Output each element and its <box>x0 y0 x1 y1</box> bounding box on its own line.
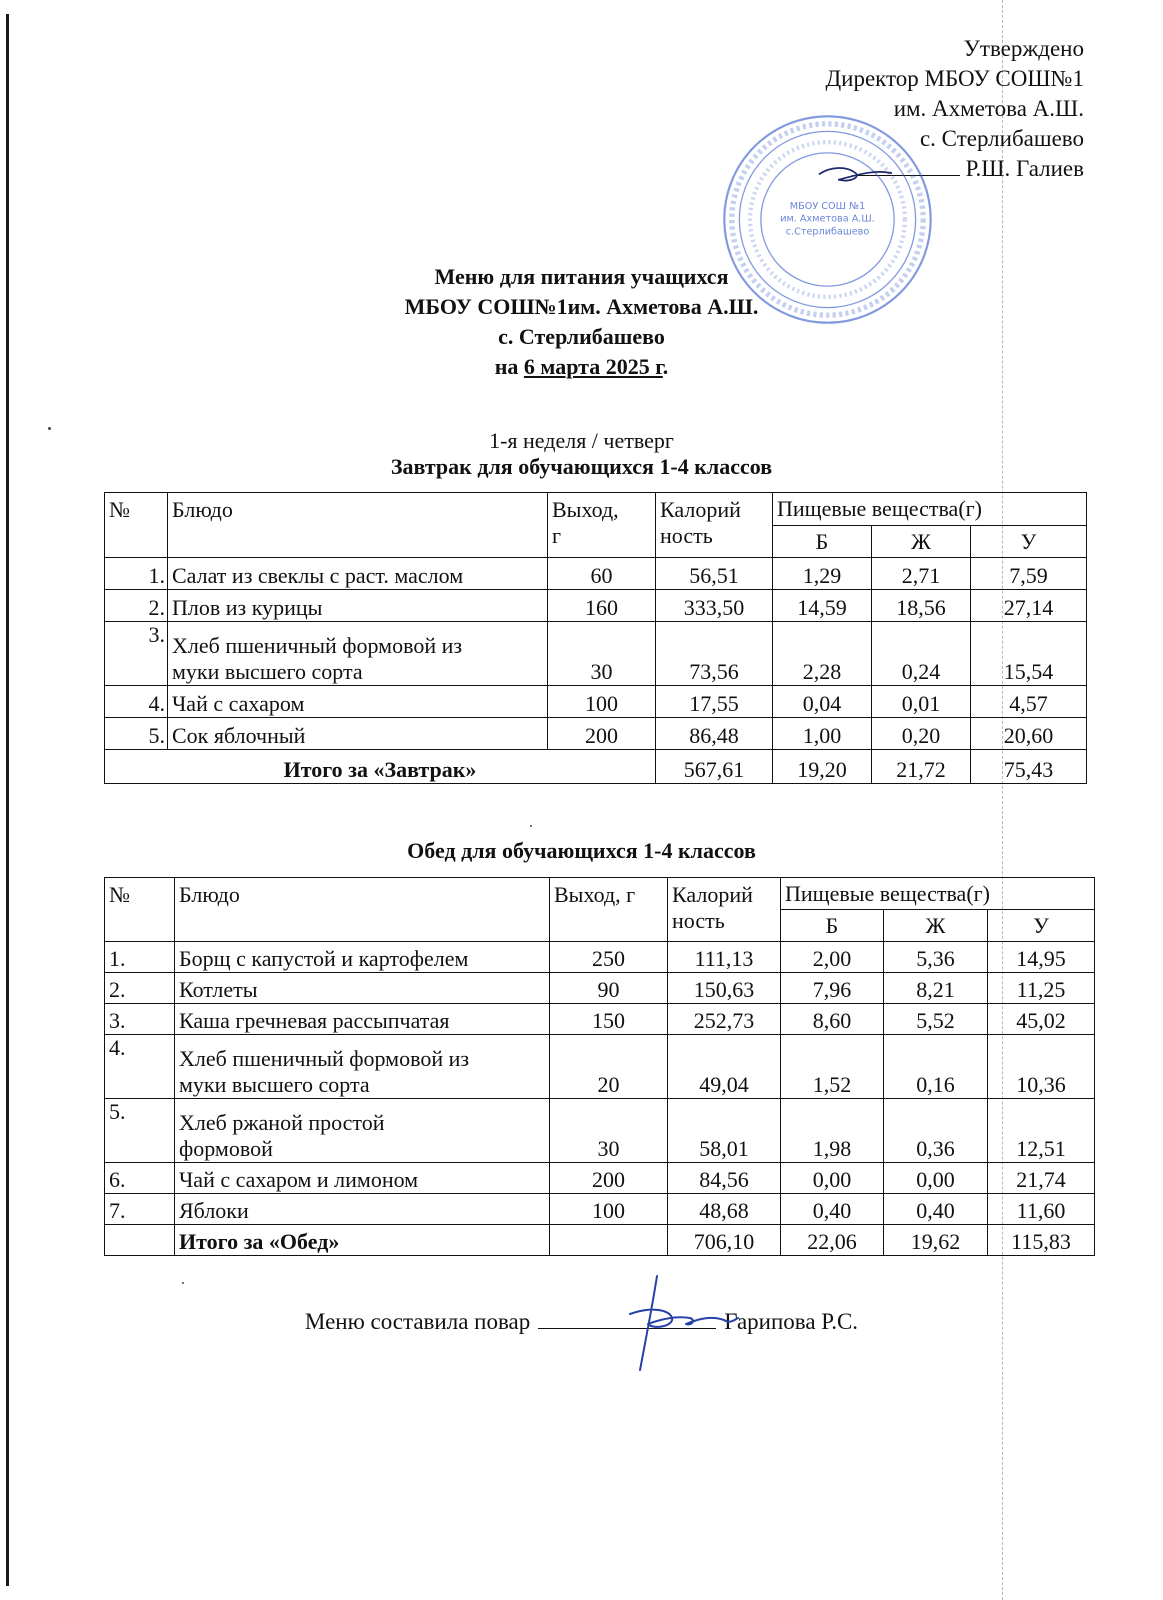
table-header-row <box>105 493 1087 526</box>
col-header-num: № <box>105 493 168 558</box>
dish-carbs: 4,57 <box>971 686 1087 718</box>
table-header-row <box>105 878 1095 910</box>
breakfast-table <box>104 492 1087 784</box>
menu-date: 6 марта 2025 г <box>523 354 663 379</box>
dish-fat: 0,00 <box>884 1163 988 1194</box>
table-row <box>105 590 1087 622</box>
dish-protein: 0,40 <box>781 1194 884 1225</box>
title-line-1: Меню для питания учащихся <box>434 264 729 289</box>
calories-header-line-2: ность <box>660 523 713 548</box>
dish-protein: 7,96 <box>781 973 884 1004</box>
total-label: Итого за «Обед» <box>175 1225 550 1256</box>
stamp-text: МБОУ СОШ №1 <box>789 200 866 212</box>
dish-carbs: 27,14 <box>971 590 1087 622</box>
table-total-row <box>105 1225 1095 1256</box>
handwritten-signature <box>612 1268 742 1378</box>
approval-village: с. Стерлибашево <box>919 126 1084 151</box>
dish-fat: 8,21 <box>884 973 988 1004</box>
approval-heading: Утверждено <box>963 36 1084 61</box>
table-row <box>105 973 1095 1004</box>
dish-yield: 100 <box>548 686 656 718</box>
approval-signer: Р.Ш. Галиев <box>965 156 1084 181</box>
title-line-2: МБОУ СОШ№1им. Ахметова А.Ш. <box>404 294 759 319</box>
col-header-yield: Выход, г <box>550 878 668 942</box>
calories-header-line-2: ность <box>672 908 725 933</box>
dish-fat: 5,52 <box>884 1004 988 1035</box>
row-number: 5. <box>105 1099 175 1163</box>
total-carbs: 115,83 <box>988 1225 1095 1256</box>
table-row <box>105 942 1095 973</box>
col-header-num: № <box>105 878 175 942</box>
dish-carbs: 12,51 <box>988 1099 1095 1163</box>
dish-fat: 2,71 <box>872 558 971 590</box>
total-carbs: 75,43 <box>971 750 1087 784</box>
dish-name-line-2: муки высшего сорта <box>179 1072 370 1097</box>
dish-carbs: 15,54 <box>971 622 1087 686</box>
dish-name-line-1: Хлеб ржаной простой <box>179 1110 385 1135</box>
dish-name-line-2: формовой <box>179 1136 273 1161</box>
fold-line <box>1002 0 1003 1600</box>
dish-protein: 0,00 <box>781 1163 884 1194</box>
dish-name <box>168 622 548 686</box>
breakfast-title: Завтрак для обучающихся 1-4 классов <box>390 454 773 479</box>
dish-calories: 56,51 <box>656 558 773 590</box>
dish-name: Каша гречневая рассыпчатая <box>175 1004 550 1035</box>
dish-carbs: 11,25 <box>988 973 1095 1004</box>
dish-fat: 0,40 <box>884 1194 988 1225</box>
row-number: 4. <box>105 1035 175 1099</box>
dish-name: Чай с сахаром <box>168 686 548 718</box>
row-number: 3. <box>105 1004 175 1035</box>
col-header-fat: Ж <box>884 910 988 942</box>
dish-calories: 86,48 <box>656 718 773 750</box>
date-prefix: на <box>494 354 519 379</box>
date-suffix: . <box>662 354 669 379</box>
dish-calories: 48,68 <box>668 1194 781 1225</box>
total-calories: 567,61 <box>656 750 773 784</box>
row-number: 6. <box>105 1163 175 1194</box>
total-protein: 22,06 <box>781 1225 884 1256</box>
dish-carbs: 45,02 <box>988 1004 1095 1035</box>
table-row <box>105 718 1087 750</box>
title-date-line <box>0 352 1163 382</box>
dish-name: Яблоки <box>175 1194 550 1225</box>
scan-edge <box>6 14 9 1586</box>
col-header-carbs: У <box>988 910 1095 942</box>
scan-speck <box>182 1282 184 1284</box>
dish-fat: 18,56 <box>872 590 971 622</box>
row-number: 1. <box>105 558 168 590</box>
total-label: Итого за «Завтрак» <box>105 750 656 784</box>
col-header-carbs: У <box>971 526 1087 558</box>
table-row <box>105 1099 1095 1163</box>
col-header-yield <box>548 493 656 558</box>
dish-name: Плов из курицы <box>168 590 548 622</box>
dish-fat: 0,20 <box>872 718 971 750</box>
dish-protein: 1,52 <box>781 1035 884 1099</box>
row-number: 4. <box>105 686 168 718</box>
row-number: 3. <box>105 622 168 686</box>
dish-calories: 58,01 <box>668 1099 781 1163</box>
row-number: 5. <box>105 718 168 750</box>
dish-yield: 160 <box>548 590 656 622</box>
menu-title <box>0 262 1163 382</box>
cook-signature-row <box>0 1308 1163 1335</box>
dish-carbs: 11,60 <box>988 1194 1095 1225</box>
title-line-3: с. Стерлибашево <box>498 324 665 349</box>
approval-school-name: им. Ахметова А.Ш. <box>893 96 1084 121</box>
stamp-text: с.Стерлибашево <box>785 226 870 238</box>
table-row <box>105 686 1087 718</box>
dish-name: Чай с сахаром и лимоном <box>175 1163 550 1194</box>
table-row <box>105 1035 1095 1099</box>
approval-position: Директор МБОУ СОШ№1 <box>825 66 1084 91</box>
col-header-calories <box>668 878 781 942</box>
dish-calories: 49,04 <box>668 1035 781 1099</box>
row-number: 7. <box>105 1194 175 1225</box>
dish-calories: 84,56 <box>668 1163 781 1194</box>
col-header-dish: Блюдо <box>175 878 550 942</box>
dish-yield: 20 <box>550 1035 668 1099</box>
dish-name: Сок яблочный <box>168 718 548 750</box>
dish-yield: 200 <box>548 718 656 750</box>
dish-yield: 30 <box>548 622 656 686</box>
dish-name: Котлеты <box>175 973 550 1004</box>
row-number: 1. <box>105 942 175 973</box>
dish-calories: 252,73 <box>668 1004 781 1035</box>
dish-yield: 250 <box>550 942 668 973</box>
calories-header-line-1: Калорий <box>672 882 753 907</box>
dish-yield: 30 <box>550 1099 668 1163</box>
dish-calories: 111,13 <box>668 942 781 973</box>
dish-fat: 0,36 <box>884 1099 988 1163</box>
yield-header-line-2: г <box>552 523 562 548</box>
dish-carbs: 10,36 <box>988 1035 1095 1099</box>
dish-fat: 0,24 <box>872 622 971 686</box>
dish-carbs: 7,59 <box>971 558 1087 590</box>
dish-yield: 60 <box>548 558 656 590</box>
dish-name: Борщ с капустой и картофелем <box>175 942 550 973</box>
dish-fat: 5,36 <box>884 942 988 973</box>
dish-yield: 150 <box>550 1004 668 1035</box>
table-total-row <box>105 750 1087 784</box>
row-number: 2. <box>105 590 168 622</box>
dish-yield: 90 <box>550 973 668 1004</box>
dish-carbs: 14,95 <box>988 942 1095 973</box>
total-fat: 19,62 <box>884 1225 988 1256</box>
table-row <box>105 1004 1095 1035</box>
total-empty-cell <box>550 1225 668 1256</box>
signature-prefix: Меню составила повар <box>304 1309 531 1334</box>
dish-protein: 14,59 <box>773 590 872 622</box>
dish-carbs: 21,74 <box>988 1163 1095 1194</box>
dish-name-line-1: Хлеб пшеничный формовой из <box>179 1046 470 1071</box>
lunch-title: Обед для обучающихся 1-4 классов <box>407 838 756 863</box>
dish-protein: 0,04 <box>773 686 872 718</box>
dish-name <box>175 1099 550 1163</box>
dish-protein: 8,60 <box>781 1004 884 1035</box>
total-empty-cell <box>105 1225 175 1256</box>
dish-name-line-1: Хлеб пшеничный формовой из <box>172 633 463 658</box>
dish-carbs: 20,60 <box>971 718 1087 750</box>
col-header-fat: Ж <box>872 526 971 558</box>
total-protein: 19,20 <box>773 750 872 784</box>
dish-name: Салат из свеклы с раст. маслом <box>168 558 548 590</box>
dish-calories: 333,50 <box>656 590 773 622</box>
col-header-nutrients: Пищевые вещества(г) <box>781 878 1095 910</box>
dish-calories: 17,55 <box>656 686 773 718</box>
dish-fat: 0,01 <box>872 686 971 718</box>
cook-name: Гарипова Р.С. <box>724 1309 859 1334</box>
table-row <box>105 1194 1095 1225</box>
stamp-text: им. Ахметова А.Ш. <box>780 213 875 225</box>
dish-protein: 1,29 <box>773 558 872 590</box>
col-header-calories <box>656 493 773 558</box>
scan-speck <box>530 825 532 827</box>
col-header-dish: Блюдо <box>168 493 548 558</box>
dish-yield: 100 <box>550 1194 668 1225</box>
dish-yield: 200 <box>550 1163 668 1194</box>
dish-protein: 2,00 <box>781 942 884 973</box>
dish-calories: 150,63 <box>668 973 781 1004</box>
dish-name-line-2: муки высшего сорта <box>172 659 363 684</box>
col-header-protein: Б <box>781 910 884 942</box>
table-row <box>105 622 1087 686</box>
week-day: 1-я неделя / четверг <box>489 428 674 453</box>
total-fat: 21,72 <box>872 750 971 784</box>
dish-protein: 2,28 <box>773 622 872 686</box>
table-row <box>105 558 1087 590</box>
dish-fat: 0,16 <box>884 1035 988 1099</box>
yield-header-line-1: Выход, <box>552 497 619 522</box>
dish-calories: 73,56 <box>656 622 773 686</box>
dish-name <box>175 1035 550 1099</box>
col-header-protein: Б <box>773 526 872 558</box>
dish-protein: 1,98 <box>781 1099 884 1163</box>
table-row <box>105 1163 1095 1194</box>
lunch-table <box>104 877 1095 1256</box>
total-calories: 706,10 <box>668 1225 781 1256</box>
calories-header-line-1: Калорий <box>660 497 741 522</box>
dish-protein: 1,00 <box>773 718 872 750</box>
row-number: 2. <box>105 973 175 1004</box>
col-header-nutrients: Пищевые вещества(г) <box>773 493 1087 526</box>
